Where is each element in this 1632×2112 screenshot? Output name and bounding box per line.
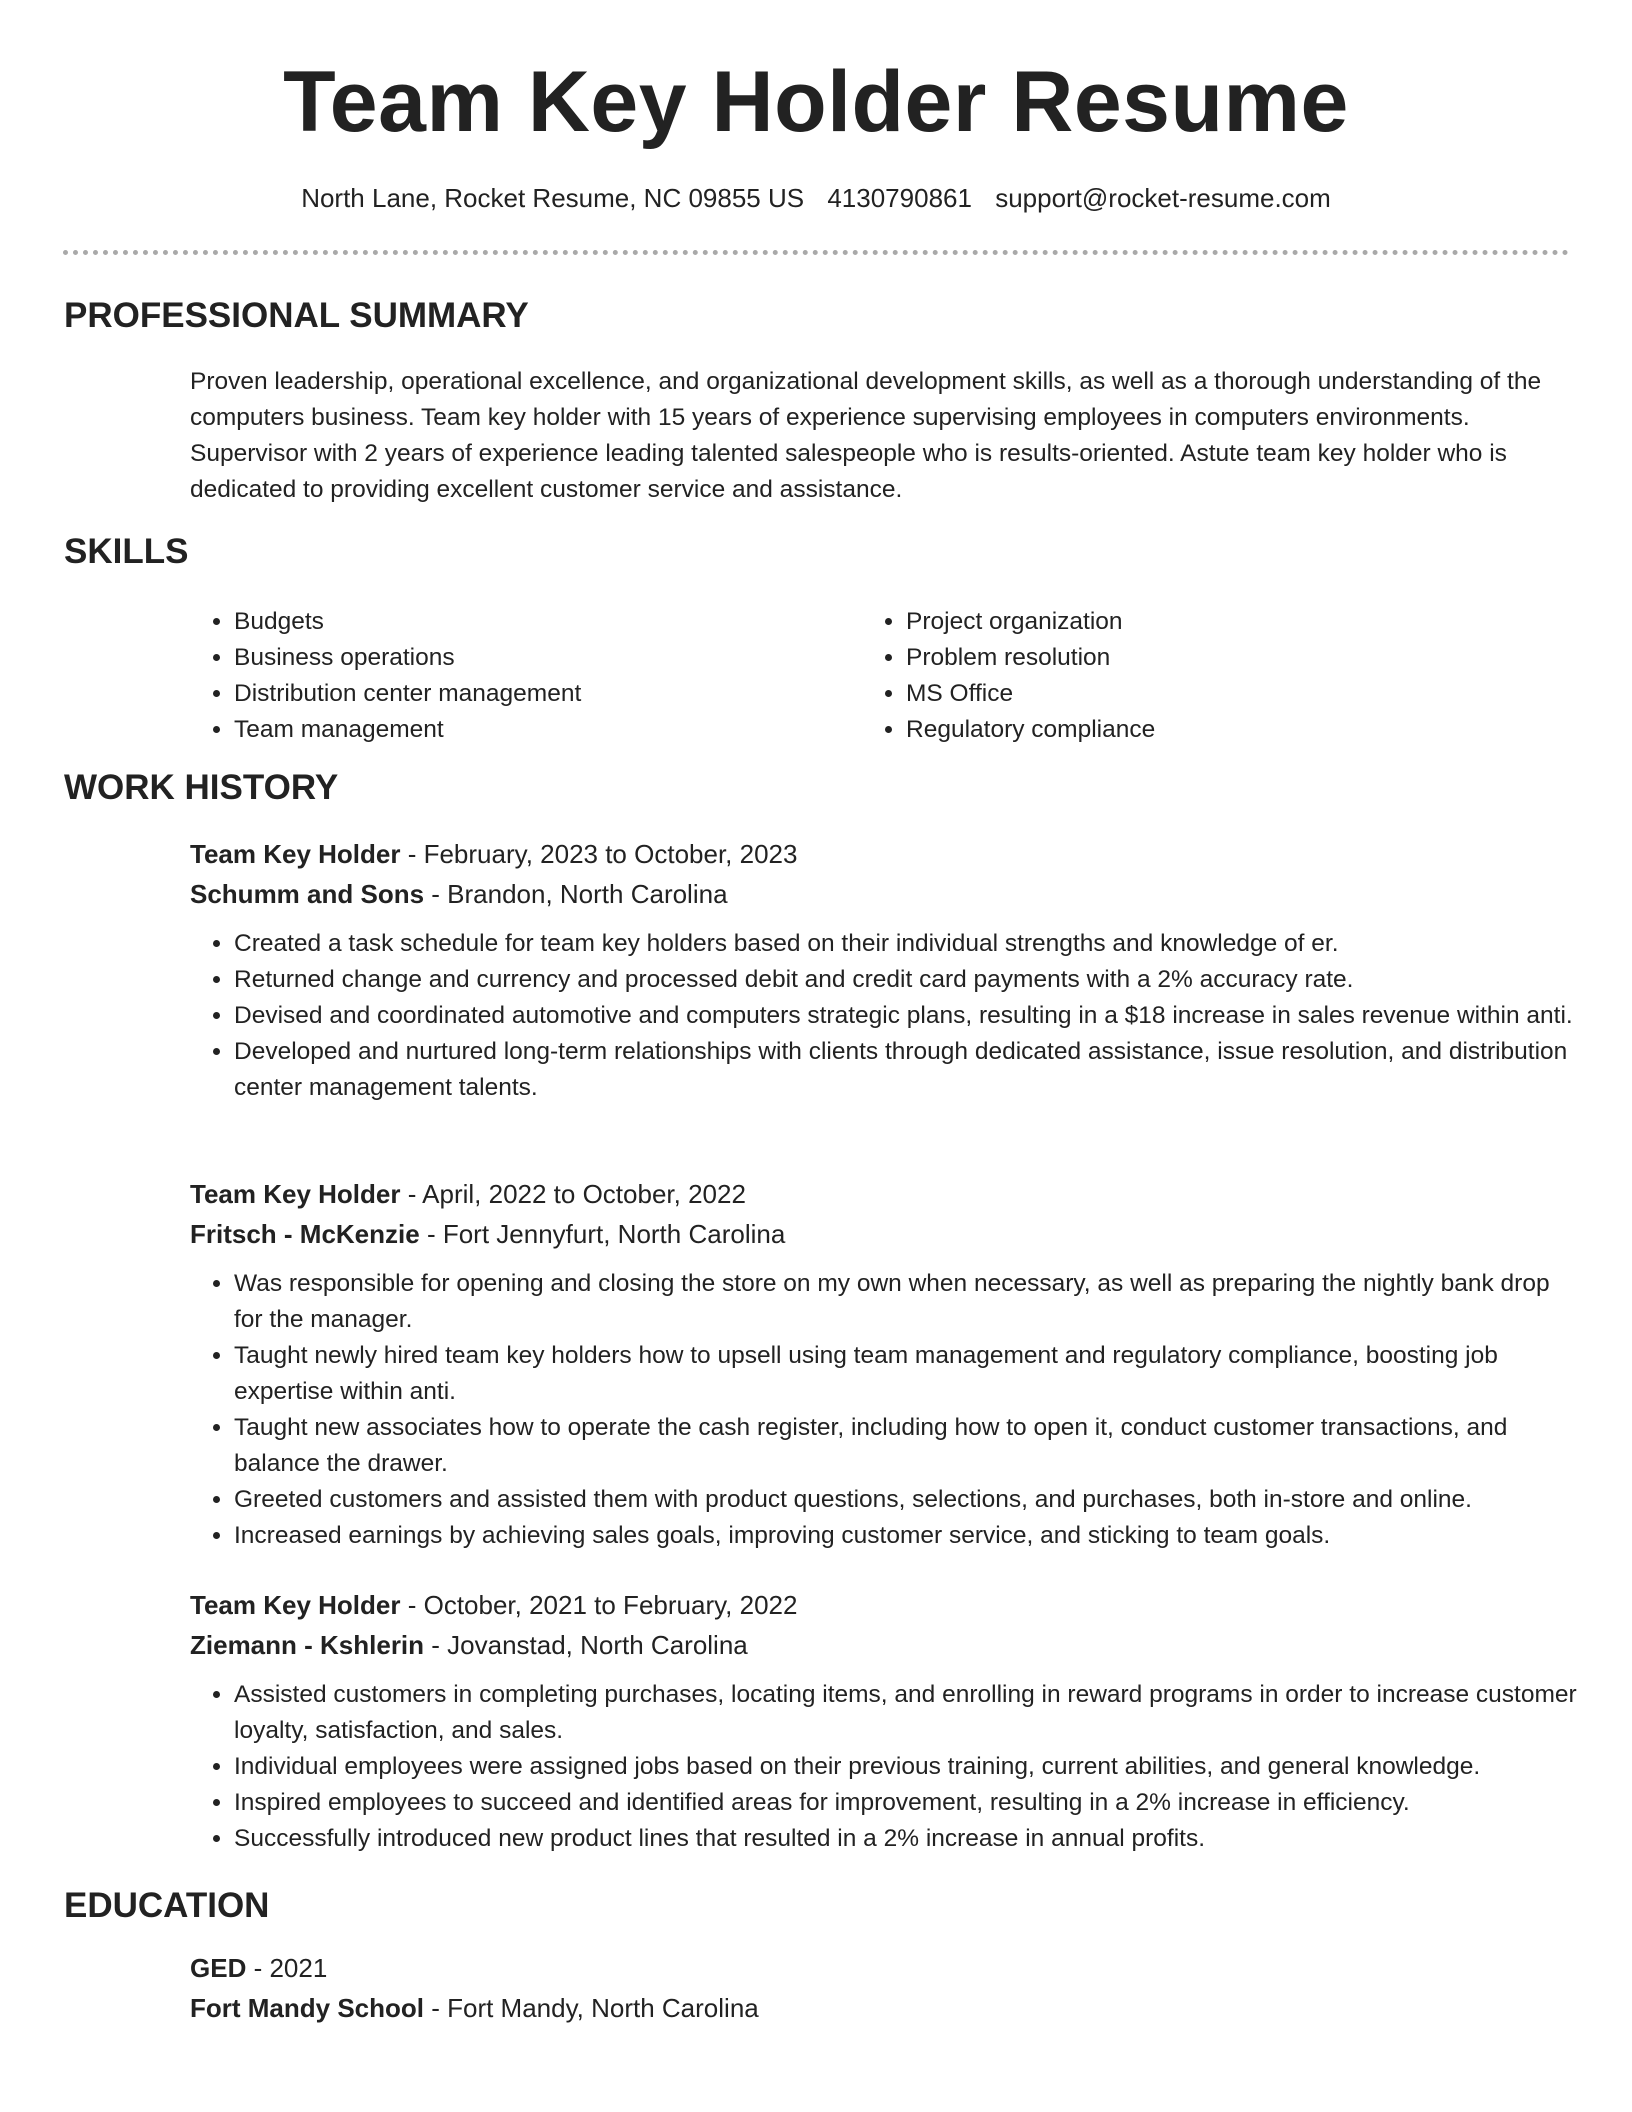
education-degree: GED [190,1953,247,1983]
job-entry [190,834,1580,1106]
skill-item: • Regulatory compliance [906,712,1155,748]
contact-line [0,178,1632,218]
job-entry [190,1585,1580,1857]
job-dates: - February, 2023 to October, 2023 [400,839,798,869]
education-entry [190,1948,1580,2028]
job-bullet: • Taught new associates how to operate the cash register, including how to open it, conduct customer transactions, and balance the drawer. [234,1410,1580,1482]
header-divider [63,250,1569,255]
education-degree-line [190,1948,1580,1988]
job-location: - Fort Jennyfurt, North Carolina [419,1219,786,1249]
job-location: - Jovanstad, North Carolina [424,1630,748,1660]
job-company: Ziemann - Kshlerin [190,1630,425,1660]
skill-item: • MS Office [906,676,1155,712]
job-company-line [190,1625,1580,1665]
contact-address: North Lane, Rocket Resume, NC 09855 US [301,183,805,213]
job-title: Team Key Holder [190,1179,401,1209]
education-heading: EDUCATION [64,1886,270,1925]
job-bullet: • Returned change and currency and processed debit and credit card payments with a 2% accuracy rate. [234,962,1580,998]
education-school: Fort Mandy School [190,1993,424,2023]
skill-item: • Budgets [234,604,581,640]
job-entry [190,1174,1580,1554]
job-company: Fritsch - McKenzie [190,1219,420,1249]
skills-list-right [862,604,1155,748]
job-bullet: • Greeted customers and assisted them with product questions, selections, and purchases, both in-store and online. [234,1482,1580,1518]
job-title: Team Key Holder [190,839,401,869]
skill-item: • Business operations [234,640,581,676]
education-school-line [190,1988,1580,2028]
job-dates: - October, 2021 to February, 2022 [400,1590,798,1620]
job-bullet: • Taught newly hired team key holders how to upsell using team management and regulatory compliance, boosting job expertise within anti. [234,1338,1580,1410]
contact-email: support@rocket-resume.com [995,183,1331,213]
skill-item: • Team management [234,712,581,748]
job-company: Schumm and Sons [190,879,425,909]
skill-item: • Problem resolution [906,640,1155,676]
job-bullet: • Was responsible for opening and closing the store on my own when necessary, as well as preparing the nightly bank drop for the manager. [234,1266,1580,1338]
job-bullets [190,1266,1580,1554]
education-year: - 2021 [246,1953,328,1983]
education-location: - Fort Mandy, North Carolina [424,1993,759,2023]
job-dates: - April, 2022 to October, 2022 [400,1179,746,1209]
skills-heading: SKILLS [64,532,189,571]
job-bullet: • Devised and coordinated automotive and computers strategic plans, resulting in a $18 increase in sales revenue within anti. [234,998,1580,1034]
job-title: Team Key Holder [190,1590,401,1620]
skill-item: • Project organization [906,604,1155,640]
job-bullet: • Increased earnings by achieving sales goals, improving customer service, and sticking to team goals. [234,1518,1580,1554]
job-bullet: • Developed and nurtured long-term relationships with clients through dedicated assistance, issue resolution, and distribution center management talents. [234,1034,1580,1106]
job-bullet: • Inspired employees to succeed and identified areas for improvement, resulting in a 2% increase in efficiency. [234,1785,1580,1821]
contact-phone: 4130790861 [827,183,972,213]
job-bullet: • Individual employees were assigned jobs based on their previous training, current abilities, and general knowledge. [234,1749,1580,1785]
job-company-line [190,874,1580,914]
summary-text: Proven leadership, operational excellence, and organizational development skills, as well as a thorough understanding of the computers business. Team key holder with 15 years of experience supervising employees in computers environments. Supervisor with 2 years of experience leading talented salespeople who is results-oriented. Astute team key holder who is dedicated to providing excellent customer service and assistance. [190,368,1542,503]
job-bullets [190,1677,1580,1857]
job-location: - Brandon, North Carolina [424,879,728,909]
job-title-line [190,834,1580,874]
work-heading: WORK HISTORY [64,768,339,807]
job-bullet: • Assisted customers in completing purchases, locating items, and enrolling in reward programs in order to increase customer loyalty, satisfaction, and sales. [234,1677,1580,1749]
skill-item: • Distribution center management [234,676,581,712]
job-title-line [190,1585,1580,1625]
job-bullet: • Successfully introduced new product lines that resulted in a 2% increase in annual profits. [234,1821,1580,1857]
job-company-line [190,1214,1580,1254]
job-bullets [190,926,1580,1106]
job-bullet: • Created a task schedule for team key holders based on their individual strengths and knowledge of er. [234,926,1580,962]
summary-heading: PROFESSIONAL SUMMARY [64,296,529,335]
job-title-line [190,1174,1580,1214]
resume-title: Team Key Holder Resume [283,54,1349,150]
skills-list-left [190,604,581,748]
